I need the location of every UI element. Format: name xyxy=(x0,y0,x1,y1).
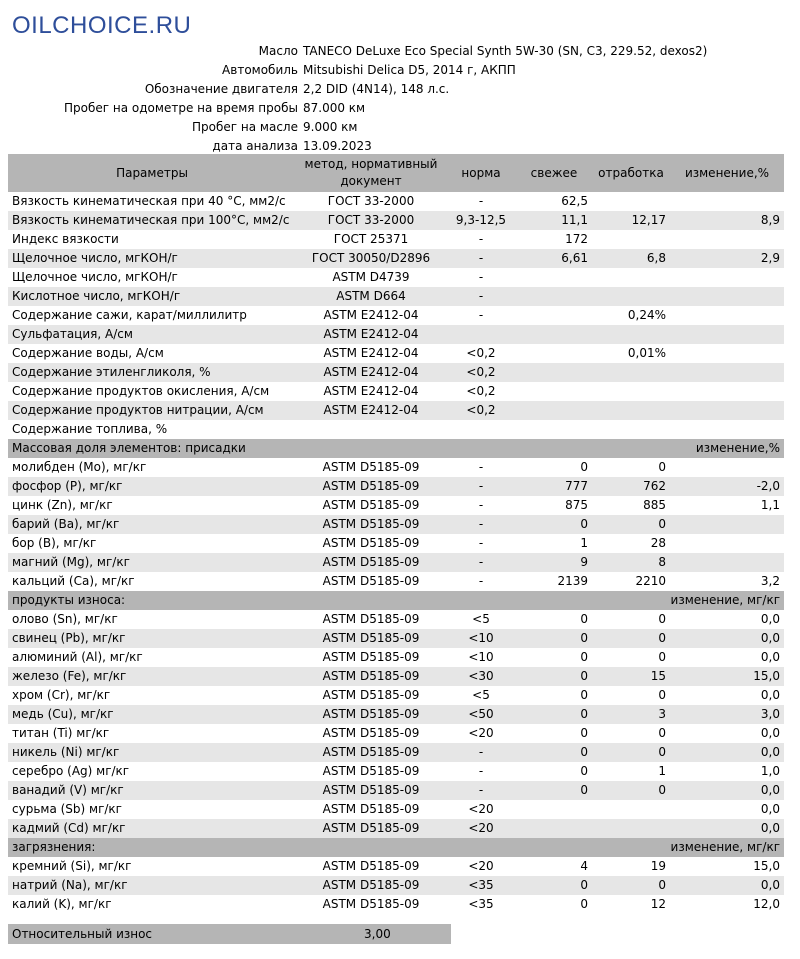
param-method: ASTM D5185-09 xyxy=(296,553,446,572)
param-name: Содержание продуктов нитрации, А/см xyxy=(8,401,296,420)
param-fresh xyxy=(516,287,592,306)
param-method: ASTM D5185-09 xyxy=(322,498,420,512)
param-used xyxy=(592,819,670,838)
info-value: 9.000 км xyxy=(303,120,358,134)
info-value: 13.09.2023 xyxy=(303,139,372,153)
param-name: сурьма (Sb) мг/кг xyxy=(12,802,122,816)
param-fresh xyxy=(516,363,592,382)
table-row xyxy=(8,648,784,667)
param-name: калий (K), мг/кг xyxy=(12,897,112,911)
param-change: 1,0 xyxy=(760,764,780,778)
param-fresh: 0 xyxy=(580,688,588,702)
param-fresh: 62,5 xyxy=(561,194,588,208)
param-norm: <10 xyxy=(446,629,516,648)
param-norm: <0,2 xyxy=(446,401,516,420)
param-fresh: 0 xyxy=(516,781,592,800)
param-norm: - xyxy=(446,743,516,762)
info-key: Масло xyxy=(258,44,298,58)
param-name: Сульфатация, А/см xyxy=(8,325,296,344)
param-norm: 9,3-12,5 xyxy=(446,211,516,230)
sample-info xyxy=(0,42,800,156)
param-used: 0 xyxy=(658,726,666,740)
param-name: алюминий (Al), мг/кг xyxy=(12,650,143,664)
param-used: 0 xyxy=(658,650,666,664)
section-header-row xyxy=(8,838,784,857)
param-norm: - xyxy=(446,781,516,800)
param-method: ASTM E2412-04 xyxy=(323,308,419,322)
param-name: фосфор (P), мг/кг xyxy=(8,477,296,496)
table-row xyxy=(8,876,784,895)
param-change: 0,0 xyxy=(670,876,784,895)
param-fresh: 6,61 xyxy=(516,249,592,268)
info-key: Пробег на одометре на время пробы xyxy=(64,101,298,115)
param-fresh xyxy=(516,306,592,325)
param-fresh xyxy=(516,382,592,401)
table-row xyxy=(8,724,784,743)
param-used xyxy=(592,800,670,819)
param-change xyxy=(670,420,784,439)
param-fresh xyxy=(516,325,592,344)
param-method: ASTM E2412-04 xyxy=(323,346,419,360)
param-norm: - xyxy=(446,287,516,306)
param-used xyxy=(592,420,670,439)
table-row xyxy=(8,420,784,439)
param-fresh: 0 xyxy=(516,705,592,724)
param-name: Индекс вязкости xyxy=(12,232,119,246)
param-norm: - xyxy=(478,270,484,284)
table-row xyxy=(8,496,784,515)
table-row xyxy=(8,800,784,819)
param-name: Содержание воды, А/см xyxy=(12,346,164,360)
param-change xyxy=(670,401,784,420)
table-row xyxy=(8,781,784,800)
param-method: ГОСТ 33-2000 xyxy=(296,211,446,230)
param-used: 0 xyxy=(658,460,666,474)
info-key: дата анализа xyxy=(212,139,298,153)
param-change xyxy=(670,268,784,287)
param-name: Содержание топлива, % xyxy=(12,422,168,436)
param-change: 3,2 xyxy=(760,574,780,588)
param-method: ASTM E2412-04 xyxy=(296,363,446,382)
section-change-label: изменение, мг/кг xyxy=(592,591,784,610)
param-method: ASTM D5185-09 xyxy=(322,764,420,778)
param-change: 1,1 xyxy=(760,498,780,512)
param-name: свинец (Pb), мг/кг xyxy=(8,629,296,648)
param-norm: <0,2 xyxy=(466,346,496,360)
param-method: ASTM D5185-09 xyxy=(322,688,420,702)
param-norm: - xyxy=(478,574,484,588)
param-name: бор (B), мг/кг xyxy=(12,536,97,550)
param-used: 0 xyxy=(592,629,670,648)
param-used xyxy=(592,230,670,249)
param-fresh: 0 xyxy=(516,629,592,648)
param-change xyxy=(670,382,784,401)
param-used xyxy=(592,268,670,287)
param-norm: <20 xyxy=(446,819,516,838)
param-used: 0 xyxy=(592,743,670,762)
section-title: Массовая доля элементов: присадки xyxy=(8,439,592,458)
param-change xyxy=(670,344,784,363)
param-used xyxy=(592,401,670,420)
param-used xyxy=(592,192,670,211)
table-row xyxy=(8,211,784,230)
col-header-used: отработка xyxy=(592,154,670,192)
info-key: Автомобиль xyxy=(222,63,298,77)
param-used: 28 xyxy=(650,536,666,550)
param-change xyxy=(670,458,784,477)
param-method: ASTM D5185-09 xyxy=(322,859,420,873)
param-change: 0,0 xyxy=(670,743,784,762)
param-norm: - xyxy=(478,194,484,208)
param-used: 0 xyxy=(592,515,670,534)
param-norm: <20 xyxy=(468,726,494,740)
info-row xyxy=(0,118,800,137)
param-used: 2210 xyxy=(635,574,666,588)
param-fresh: 0 xyxy=(516,667,592,686)
param-change xyxy=(670,230,784,249)
table-row xyxy=(8,819,784,838)
table-row xyxy=(8,667,784,686)
param-fresh: 875 xyxy=(565,498,588,512)
param-used: 12,17 xyxy=(592,211,670,230)
param-method: ASTM D5185-09 xyxy=(296,477,446,496)
table-row xyxy=(8,629,784,648)
param-used: 8 xyxy=(592,553,670,572)
param-change: 0,0 xyxy=(760,688,780,702)
info-value: 87.000 км xyxy=(303,101,366,115)
param-method: ASTM D664 xyxy=(296,287,446,306)
table-row xyxy=(8,534,784,553)
section-change-label: изменение, мг/кг xyxy=(592,838,784,857)
param-name: барий (Ba), мг/кг xyxy=(8,515,296,534)
param-used xyxy=(592,325,670,344)
param-change: 0,0 xyxy=(760,726,780,740)
param-change: 0,0 xyxy=(670,629,784,648)
param-norm: - xyxy=(478,460,484,474)
param-name: цинк (Zn), мг/кг xyxy=(12,498,113,512)
table-row xyxy=(8,762,784,781)
relative-wear-bar xyxy=(8,924,451,944)
param-fresh: 777 xyxy=(516,477,592,496)
param-used: 1 xyxy=(658,764,666,778)
param-fresh: 0 xyxy=(580,460,588,474)
table-row xyxy=(8,477,784,496)
param-name: Содержание сажи, карат/миллилитр xyxy=(12,308,247,322)
param-method: ASTM D5185-09 xyxy=(322,650,420,664)
info-row xyxy=(0,80,800,99)
param-method: ASTM E2412-04 xyxy=(296,325,446,344)
param-name: медь (Cu), мг/кг xyxy=(8,705,296,724)
table-row xyxy=(8,686,784,705)
param-method: ASTM D5185-09 xyxy=(322,536,420,550)
param-norm: <0,2 xyxy=(466,384,496,398)
param-name: кремний (Si), мг/кг xyxy=(12,859,132,873)
param-method: ASTM D5185-09 xyxy=(296,781,446,800)
param-change: 0,0 xyxy=(760,650,780,664)
param-name: железо (Fe), мг/кг xyxy=(8,667,296,686)
param-used: 0,01% xyxy=(627,346,666,360)
param-fresh: 1 xyxy=(580,536,588,550)
section-header-row xyxy=(8,439,784,458)
param-change xyxy=(670,306,784,325)
param-method: ASTM D4739 xyxy=(332,270,410,284)
param-fresh: 2139 xyxy=(557,574,588,588)
param-used: 3 xyxy=(592,705,670,724)
table-row xyxy=(8,743,784,762)
param-change: 12,0 xyxy=(753,897,780,911)
table-row xyxy=(8,344,784,363)
table-row xyxy=(8,553,784,572)
table-row xyxy=(8,325,784,344)
table-row xyxy=(8,287,784,306)
param-method: ASTM D5185-09 xyxy=(322,897,420,911)
param-norm: - xyxy=(478,536,484,550)
table-row xyxy=(8,705,784,724)
info-row xyxy=(0,42,800,61)
param-used: 15 xyxy=(592,667,670,686)
param-name: хром (Cr), мг/кг xyxy=(12,688,111,702)
table-row xyxy=(8,515,784,534)
param-method: ASTM E2412-04 xyxy=(323,384,419,398)
param-fresh: 0 xyxy=(516,743,592,762)
param-used: 0 xyxy=(658,612,666,626)
param-fresh xyxy=(516,401,592,420)
param-used xyxy=(592,363,670,382)
param-norm: - xyxy=(446,477,516,496)
param-fresh xyxy=(516,819,592,838)
info-row xyxy=(0,61,800,80)
param-norm: <30 xyxy=(446,667,516,686)
param-method: ASTM E2412-04 xyxy=(296,401,446,420)
section-title: загрязнения: xyxy=(8,838,592,857)
param-change xyxy=(670,363,784,382)
param-fresh: 0 xyxy=(580,612,588,626)
col-header-change: изменение,% xyxy=(670,154,784,192)
param-method: ASTM D5185-09 xyxy=(296,667,446,686)
param-used xyxy=(592,287,670,306)
param-name: молибден (Mo), мг/кг xyxy=(12,460,147,474)
param-change: -2,0 xyxy=(670,477,784,496)
param-change xyxy=(670,192,784,211)
table-row xyxy=(8,249,784,268)
param-norm: <35 xyxy=(446,876,516,895)
param-norm: <0,2 xyxy=(446,363,516,382)
param-method: ASTM D5185-09 xyxy=(296,743,446,762)
param-name: магний (Mg), мг/кг xyxy=(8,553,296,572)
param-method: ASTM D5185-09 xyxy=(296,515,446,534)
param-method: ASTM D5185-09 xyxy=(296,629,446,648)
param-change: 0,0 xyxy=(760,802,780,816)
param-fresh: 0 xyxy=(580,650,588,664)
table-row xyxy=(8,268,784,287)
param-fresh: 172 xyxy=(565,232,588,246)
info-value: TANECO DeLuxe Eco Special Synth 5W-30 (SN, C3, 229.52, dexos2) xyxy=(303,44,708,58)
param-method: ГОСТ 33-2000 xyxy=(327,194,415,208)
param-norm: <50 xyxy=(446,705,516,724)
param-fresh: 0 xyxy=(516,876,592,895)
param-fresh: 0 xyxy=(580,897,588,911)
param-name: Содержание продуктов окисления, А/см xyxy=(12,384,270,398)
param-change: 3,0 xyxy=(670,705,784,724)
param-fresh: 0 xyxy=(580,764,588,778)
param-name: серебро (Ag) мг/кг xyxy=(12,764,130,778)
param-fresh: 4 xyxy=(580,859,588,873)
param-change: 2,9 xyxy=(670,249,784,268)
param-fresh: 9 xyxy=(516,553,592,572)
param-used: 12 xyxy=(650,897,666,911)
param-used: 762 xyxy=(592,477,670,496)
param-method: ASTM D5185-09 xyxy=(296,705,446,724)
param-method xyxy=(296,420,446,439)
param-name: кадмий (Cd) мг/кг xyxy=(8,819,296,838)
param-norm: - xyxy=(478,232,484,246)
col-header-norm: норма xyxy=(446,154,516,192)
col-header-method: метод, нормативный документ xyxy=(296,154,446,192)
table-row xyxy=(8,857,784,876)
param-fresh: 0 xyxy=(580,726,588,740)
param-fresh xyxy=(516,268,592,287)
param-norm xyxy=(446,325,516,344)
section-title: продукты износа: xyxy=(8,591,592,610)
param-name: Щелочное число, мгКОН/г xyxy=(12,270,178,284)
table-row xyxy=(8,401,784,420)
param-norm xyxy=(446,420,516,439)
relative-wear-label: Относительный износ xyxy=(12,927,153,941)
param-norm: - xyxy=(446,553,516,572)
table-row xyxy=(8,895,784,914)
param-method: ГОСТ 30050/D2896 xyxy=(296,249,446,268)
table-header xyxy=(8,154,784,192)
param-change xyxy=(670,325,784,344)
param-fresh: 0 xyxy=(516,515,592,534)
param-name: Вязкость кинематическая при 40 °C, мм2/с xyxy=(12,194,286,208)
param-norm: - xyxy=(446,515,516,534)
param-change xyxy=(670,515,784,534)
col-header-params: Параметры xyxy=(8,154,296,192)
param-change: 0,0 xyxy=(670,819,784,838)
param-norm: - xyxy=(446,249,516,268)
param-norm: - xyxy=(478,498,484,512)
param-method: ASTM D5185-09 xyxy=(296,819,446,838)
param-name: Вязкость кинематическая при 100°C, мм2/с xyxy=(8,211,296,230)
table-row xyxy=(8,382,784,401)
param-used xyxy=(592,382,670,401)
param-fresh xyxy=(516,344,592,363)
param-norm: <20 xyxy=(468,859,494,873)
param-name: Содержание этиленгликоля, % xyxy=(8,363,296,382)
param-method: ASTM D5185-09 xyxy=(322,574,420,588)
param-used: 885 xyxy=(643,498,666,512)
param-used: 0 xyxy=(658,688,666,702)
param-used: 0 xyxy=(592,876,670,895)
table-row xyxy=(8,192,784,211)
param-change: 0,0 xyxy=(760,612,780,626)
param-change xyxy=(670,287,784,306)
section-header-row xyxy=(8,591,784,610)
table-row xyxy=(8,572,784,591)
param-method: ASTM D5185-09 xyxy=(322,802,420,816)
param-name: никель (Ni) мг/кг xyxy=(8,743,296,762)
table-row xyxy=(8,610,784,629)
param-method: ГОСТ 25371 xyxy=(333,232,409,246)
table-row xyxy=(8,363,784,382)
info-key: Обозначение двигателя xyxy=(144,82,298,96)
table-row xyxy=(8,306,784,325)
param-change: 15,0 xyxy=(753,859,780,873)
param-norm: <5 xyxy=(472,688,490,702)
info-value: Mitsubishi Delica D5, 2014 г, АКПП xyxy=(303,63,516,77)
section-change-label: изменение,% xyxy=(592,439,784,458)
param-name: кальций (Ca), мг/кг xyxy=(12,574,135,588)
param-norm: <5 xyxy=(472,612,490,626)
param-method: ASTM D5185-09 xyxy=(322,726,420,740)
info-value: 2,2 DID (4N14), 148 л.с. xyxy=(303,82,450,96)
info-key: Пробег на масле xyxy=(192,120,298,134)
param-fresh xyxy=(516,420,592,439)
param-change: 0,0 xyxy=(670,781,784,800)
param-name: Кислотное число, мгКОН/г xyxy=(8,287,296,306)
param-name: титан (Ti) мг/кг xyxy=(12,726,110,740)
relative-wear-value: 3,00 xyxy=(364,927,391,941)
param-fresh: 11,1 xyxy=(516,211,592,230)
param-norm: <20 xyxy=(468,802,494,816)
param-name: Щелочное число, мгКОН/г xyxy=(8,249,296,268)
col-header-fresh: свежее xyxy=(516,154,592,192)
param-norm: <10 xyxy=(468,650,494,664)
table-row xyxy=(8,458,784,477)
param-name: ванадий (V) мг/кг xyxy=(8,781,296,800)
param-norm: <35 xyxy=(468,897,494,911)
param-method: ASTM D5185-09 xyxy=(322,460,420,474)
param-used: 19 xyxy=(650,859,666,873)
table-row xyxy=(8,230,784,249)
param-method: ASTM D5185-09 xyxy=(296,876,446,895)
param-change xyxy=(670,553,784,572)
param-fresh xyxy=(516,800,592,819)
param-name: натрий (Na), мг/кг xyxy=(8,876,296,895)
param-method: ASTM D5185-09 xyxy=(322,612,420,626)
analysis-table xyxy=(8,154,784,914)
param-change xyxy=(670,534,784,553)
site-logo: OILCHOICE.RU xyxy=(12,12,192,39)
param-used: 0 xyxy=(592,781,670,800)
param-norm: - xyxy=(478,764,484,778)
param-used: 0,24% xyxy=(627,308,666,322)
info-row xyxy=(0,99,800,118)
param-norm: - xyxy=(478,308,484,322)
param-used: 6,8 xyxy=(592,249,670,268)
param-change: 8,9 xyxy=(670,211,784,230)
param-change: 15,0 xyxy=(670,667,784,686)
param-name: олово (Sn), мг/кг xyxy=(12,612,118,626)
